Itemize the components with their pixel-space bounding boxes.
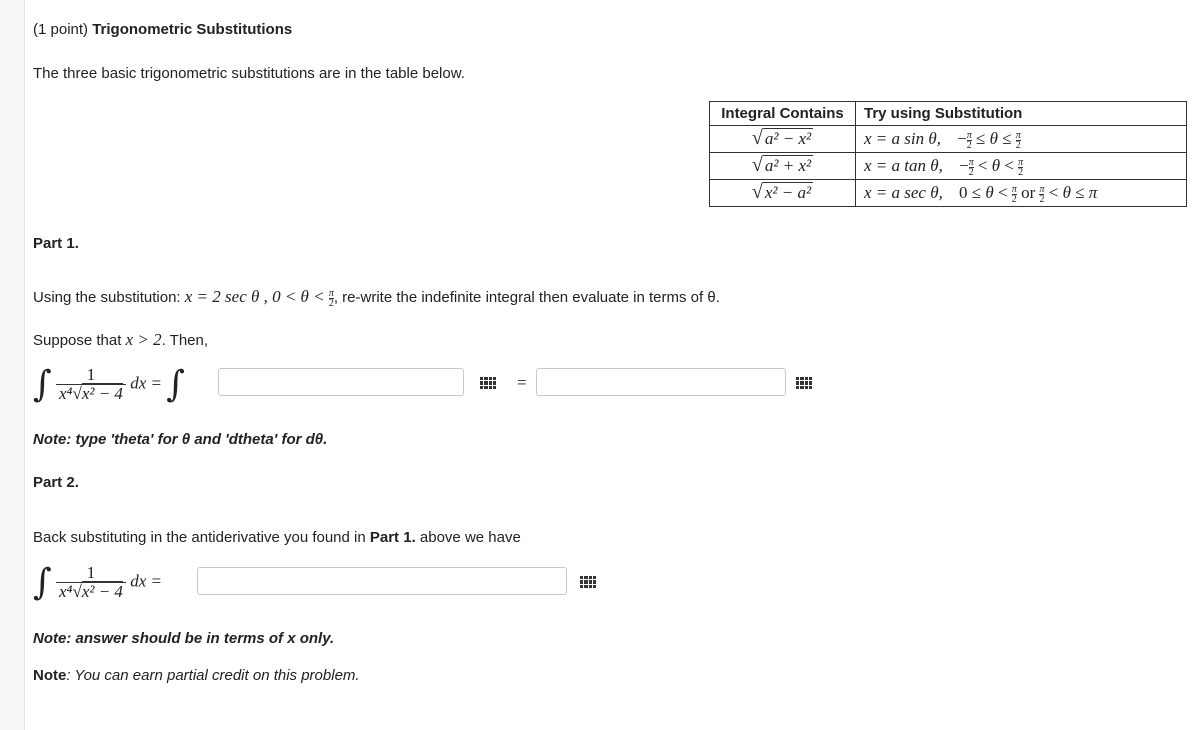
intro-text: The three basic trigonometric substitutions are in the table below. [33, 65, 465, 82]
integrand-cell: √ a² − x² [710, 126, 856, 153]
part2-integral-expression: ∫ $\frac{1}{\text{x⁴√x² − 4}}$ dx = [33, 562, 162, 603]
substitution-table [709, 101, 1187, 207]
part1-antiderivative-input[interactable] [536, 368, 786, 396]
part1-label: Part 1. [33, 235, 79, 252]
left-gutter [0, 0, 25, 730]
equals-sign: = [517, 373, 527, 392]
part2-label: Part 2. [33, 474, 79, 491]
part2-answer-input[interactable] [197, 567, 567, 595]
part1-integrand-input[interactable] [218, 368, 464, 396]
substitution-cell: x = a sec θ, 0 ≤ θ < $\frac{\pi}{2}$ or $\frac{\pi}{2}$ < θ ≤ π [856, 180, 1187, 207]
problem-title: Trigonometric Substitutions [92, 21, 293, 38]
substitution-cell: x = a tan θ, − $\frac{\pi}{2}$ < θ < $\frac{\pi}{2}$ [856, 153, 1187, 180]
points-label: (1 point) [33, 21, 89, 38]
part1-integral-expression: ∫ $\frac{1}{\text{x⁴√x² − 4}}$ dx = ∫ [33, 364, 185, 405]
part2-note: Note: answer should be in terms of x only. [33, 630, 335, 647]
equation-editor-icon[interactable] [577, 571, 599, 593]
substitution-cell: x = a sin θ, − $\frac{\pi}{2}$ ≤ θ ≤ $\frac{\pi}{2}$ [856, 126, 1187, 153]
part1-instruction: Using the substitution: x = 2 sec θ , 0 < θ < $\frac{\pi}{2}$ , re-write the indefinite integral then evaluate in terms of θ. [33, 287, 720, 309]
col-header-integral: Integral Contains [710, 102, 856, 126]
suppose-text: Suppose that x > 2. Then, [33, 330, 209, 349]
problem-header [33, 21, 292, 38]
equation-editor-icon[interactable] [793, 372, 815, 394]
equation-editor-icon[interactable] [477, 372, 499, 394]
integrand-cell: √ a² + x² [710, 153, 856, 180]
partial-credit-note: Note: You can earn partial credit on this problem. [33, 667, 360, 684]
integrand-cell: √ x² − a² [710, 180, 856, 207]
part2-instruction: Back substituting in the antiderivative you found in Part 1. above we have [33, 529, 521, 546]
part1-note: Note: type 'theta' for θ and 'dtheta' for dθ. [33, 431, 328, 448]
col-header-substitution: Try using Substitution [856, 102, 1187, 126]
